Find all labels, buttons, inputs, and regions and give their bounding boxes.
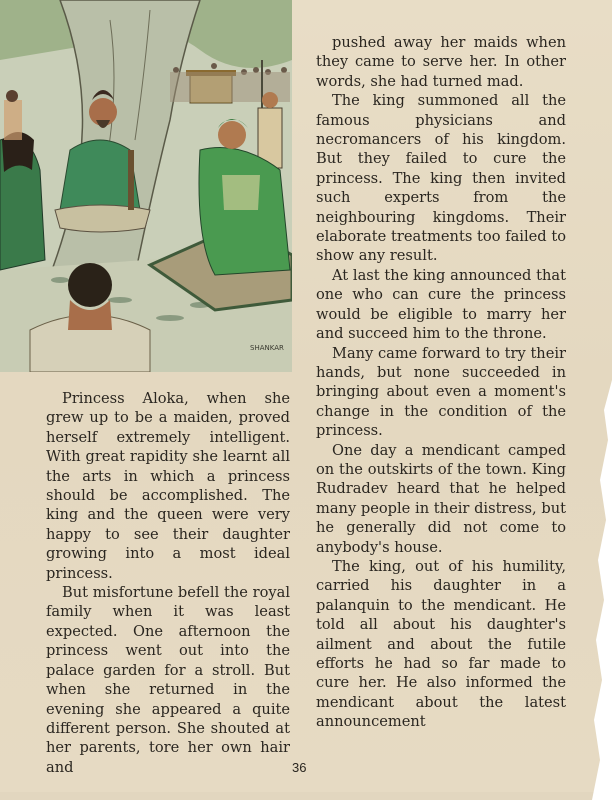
torn-page-edge (572, 380, 612, 800)
court-scene-illustration (0, 0, 292, 372)
paragraph: But misfortune befell the royal family when it was least expected. One afternoon the princess went out into the palace garden for a stroll. But when she returned in the evening she appeared a quite different person. She shouted at her parents, tore her own hair and (46, 584, 290, 776)
paragraph: Many came forward to try their hands, but none succeeded in bringing about even a moment's change in the condition of the princess. (316, 344, 566, 440)
right-text-column (316, 33, 566, 732)
paragraph: At last the king announced that one who can cure the princess would be eligible to marry her and succeed him to the throne. (316, 266, 566, 343)
paragraph: pushed away her maids when they came to serve her. In other words, she had turned mad. (316, 34, 566, 90)
artist-signature: SHANKAR (250, 344, 284, 352)
paragraph: Princess Aloka, when she grew up to be a maiden, proved herself extremely intelligent. With great rapidity she learnt all the arts in which a princess should be accomplished. The king and the queen were very happy to see their daughter growing into a most ideal princess. (46, 390, 290, 582)
story-illustration (0, 0, 292, 372)
paragraph: The king, out of his humility, carried his daughter in a palanquin to the mendicant. He told all about his daughter's ailment and about the futile efforts he had so far made to cure her. He also informed the mendicant about the latest announcement (316, 557, 566, 731)
paragraph: The king summoned all the famous physicians and necromancers of his kingdom. But they failed to cure the princess. The king then invited such experts from the neighbouring kingdoms. Their elaborate treatments too failed to show any result. (316, 92, 566, 265)
paragraph: One day a mendicant camped on the outskirts of the town. King Rudradev heard that he helped many people in their distress, but he generally did not come to anybody's house. (316, 441, 566, 556)
page-number: 36 (292, 760, 307, 775)
left-text-column (46, 389, 290, 777)
